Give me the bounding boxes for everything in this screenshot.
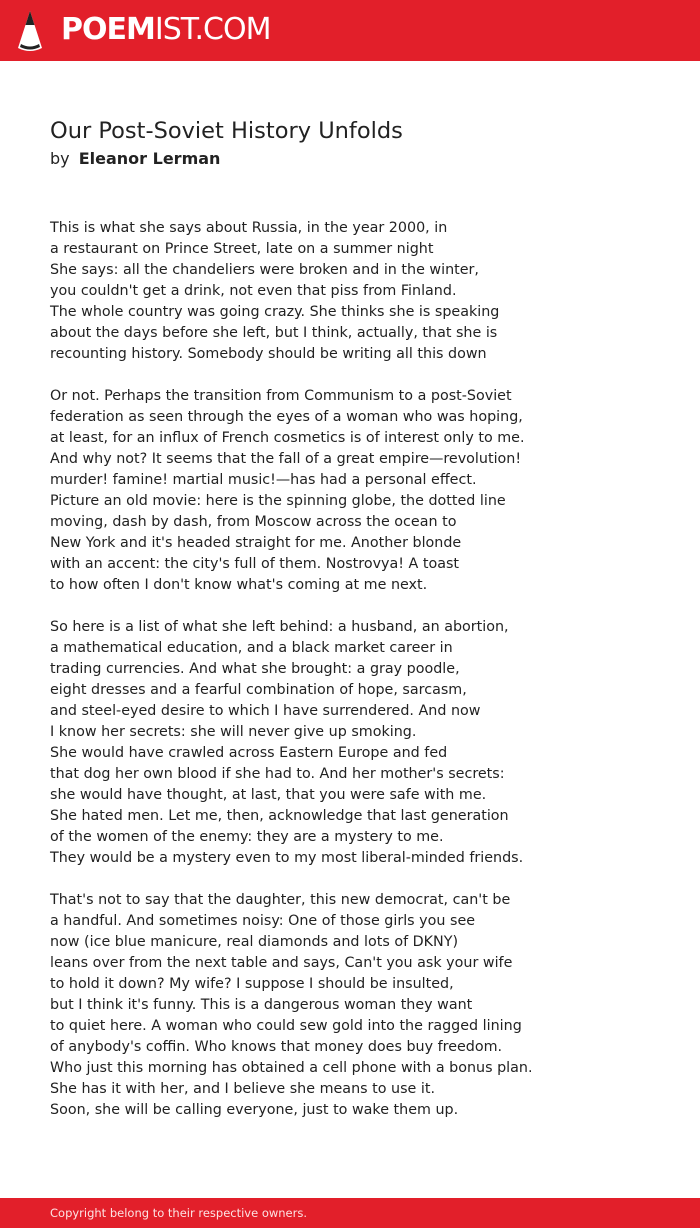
poem-body <box>50 218 670 1142</box>
poem-line: Soon, she will be calling everyone, just to wake them up. <box>50 1102 459 1118</box>
poem-line: So here is a list of what she left behind: a husband, an abortion, <box>50 619 509 635</box>
poem-line: And why not? It seems that the fall of a great empire—revolution! <box>50 451 522 467</box>
poem-line: to hold it down? My wife? I suppose I should be insulted, <box>50 976 454 992</box>
poem-line: murder! famine! martial music!—has had a personal effect. <box>50 472 477 488</box>
poem-line: of anybody's coffin. Who knows that money does buy freedom. <box>50 1039 503 1055</box>
poem-line: trading currencies. And what she brought: a gray poodle, <box>50 661 460 677</box>
poem-line: Picture an old movie: here is the spinning globe, the dotted line <box>50 493 506 509</box>
poem-line: leans over from the next table and says, Can't you ask your wife <box>50 955 513 971</box>
site-logo-text[interactable] <box>61 10 270 50</box>
poem-line: about the days before she left, but I think, actually, that she is <box>50 325 498 341</box>
poem-line: Or not. Perhaps the transition from Communism to a post-Soviet <box>50 388 512 404</box>
poem-line: The whole country was going crazy. She thinks she is speaking <box>50 304 500 320</box>
brand-light: IST.COM <box>154 12 271 47</box>
poem-line: now (ice blue manicure, real diamonds and lots of DKNY) <box>50 934 459 950</box>
poem-line: federation as seen through the eyes of a woman who was hoping, <box>50 409 523 425</box>
poem-line: at least, for an influx of French cosmetics is of interest only to me. <box>50 430 525 446</box>
poem-stanza <box>50 890 670 1121</box>
poem-line: to quiet here. A woman who could sew gold into the ragged lining <box>50 1018 522 1034</box>
copyright-text: Copyright belong to their respective owners. <box>50 1206 308 1220</box>
by-label: by <box>50 149 70 168</box>
poem-line: you couldn't get a drink, not even that piss from Finland. <box>50 283 457 299</box>
poem-line: that dog her own blood if she had to. And her mother's secrets: <box>50 766 505 782</box>
pencil-tip-icon[interactable] <box>16 10 44 52</box>
poem-stanza <box>50 218 670 365</box>
byline <box>50 146 220 172</box>
poem-line: a handful. And sometimes noisy: One of those girls you see <box>50 913 476 929</box>
poem-line: She hated men. Let me, then, acknowledge that last generation <box>50 808 509 824</box>
poem-title: Our Post-Soviet History Unfolds <box>50 118 403 144</box>
poem-line: of the women of the enemy: they are a mystery to me. <box>50 829 444 845</box>
poem-line: and steel-eyed desire to which I have surrendered. And now <box>50 703 481 719</box>
poem-line: a mathematical education, and a black market career in <box>50 640 453 656</box>
poem-line: recounting history. Somebody should be writing all this down <box>50 346 487 362</box>
brand-bold: POEM <box>61 12 155 47</box>
poem-line: to how often I don't know what's coming at me next. <box>50 577 428 593</box>
poem-line: moving, dash by dash, from Moscow across the ocean to <box>50 514 457 530</box>
poem-line: They would be a mystery even to my most liberal-minded friends. <box>50 850 524 866</box>
poem-line: That's not to say that the daughter, this new democrat, can't be <box>50 892 511 908</box>
poem-stanza <box>50 617 670 869</box>
poem-line: New York and it's headed straight for me. Another blonde <box>50 535 462 551</box>
author-name[interactable]: Eleanor Lerman <box>78 149 221 168</box>
poem-line: she would have thought, at last, that you were safe with me. <box>50 787 487 803</box>
poem-line: a restaurant on Prince Street, late on a summer night <box>50 241 434 257</box>
poem-line: I know her secrets: she will never give up smoking. <box>50 724 417 740</box>
poem-line: eight dresses and a fearful combination of hope, sarcasm, <box>50 682 467 698</box>
poem-line: She would have crawled across Eastern Europe and fed <box>50 745 448 761</box>
poem-stanza <box>50 386 670 596</box>
site-header <box>0 0 700 61</box>
poem-line: Who just this morning has obtained a cell phone with a bonus plan. <box>50 1060 533 1076</box>
poem-line: She has it with her, and I believe she means to use it. <box>50 1081 435 1097</box>
site-footer <box>0 1198 700 1228</box>
poem-line: but I think it's funny. This is a dangerous woman they want <box>50 997 473 1013</box>
poem-line: with an accent: the city's full of them. Nostrovya! A toast <box>50 556 460 572</box>
poem-line: This is what she says about Russia, in the year 2000, in <box>50 220 448 236</box>
poem-line: She says: all the chandeliers were broken and in the winter, <box>50 262 479 278</box>
